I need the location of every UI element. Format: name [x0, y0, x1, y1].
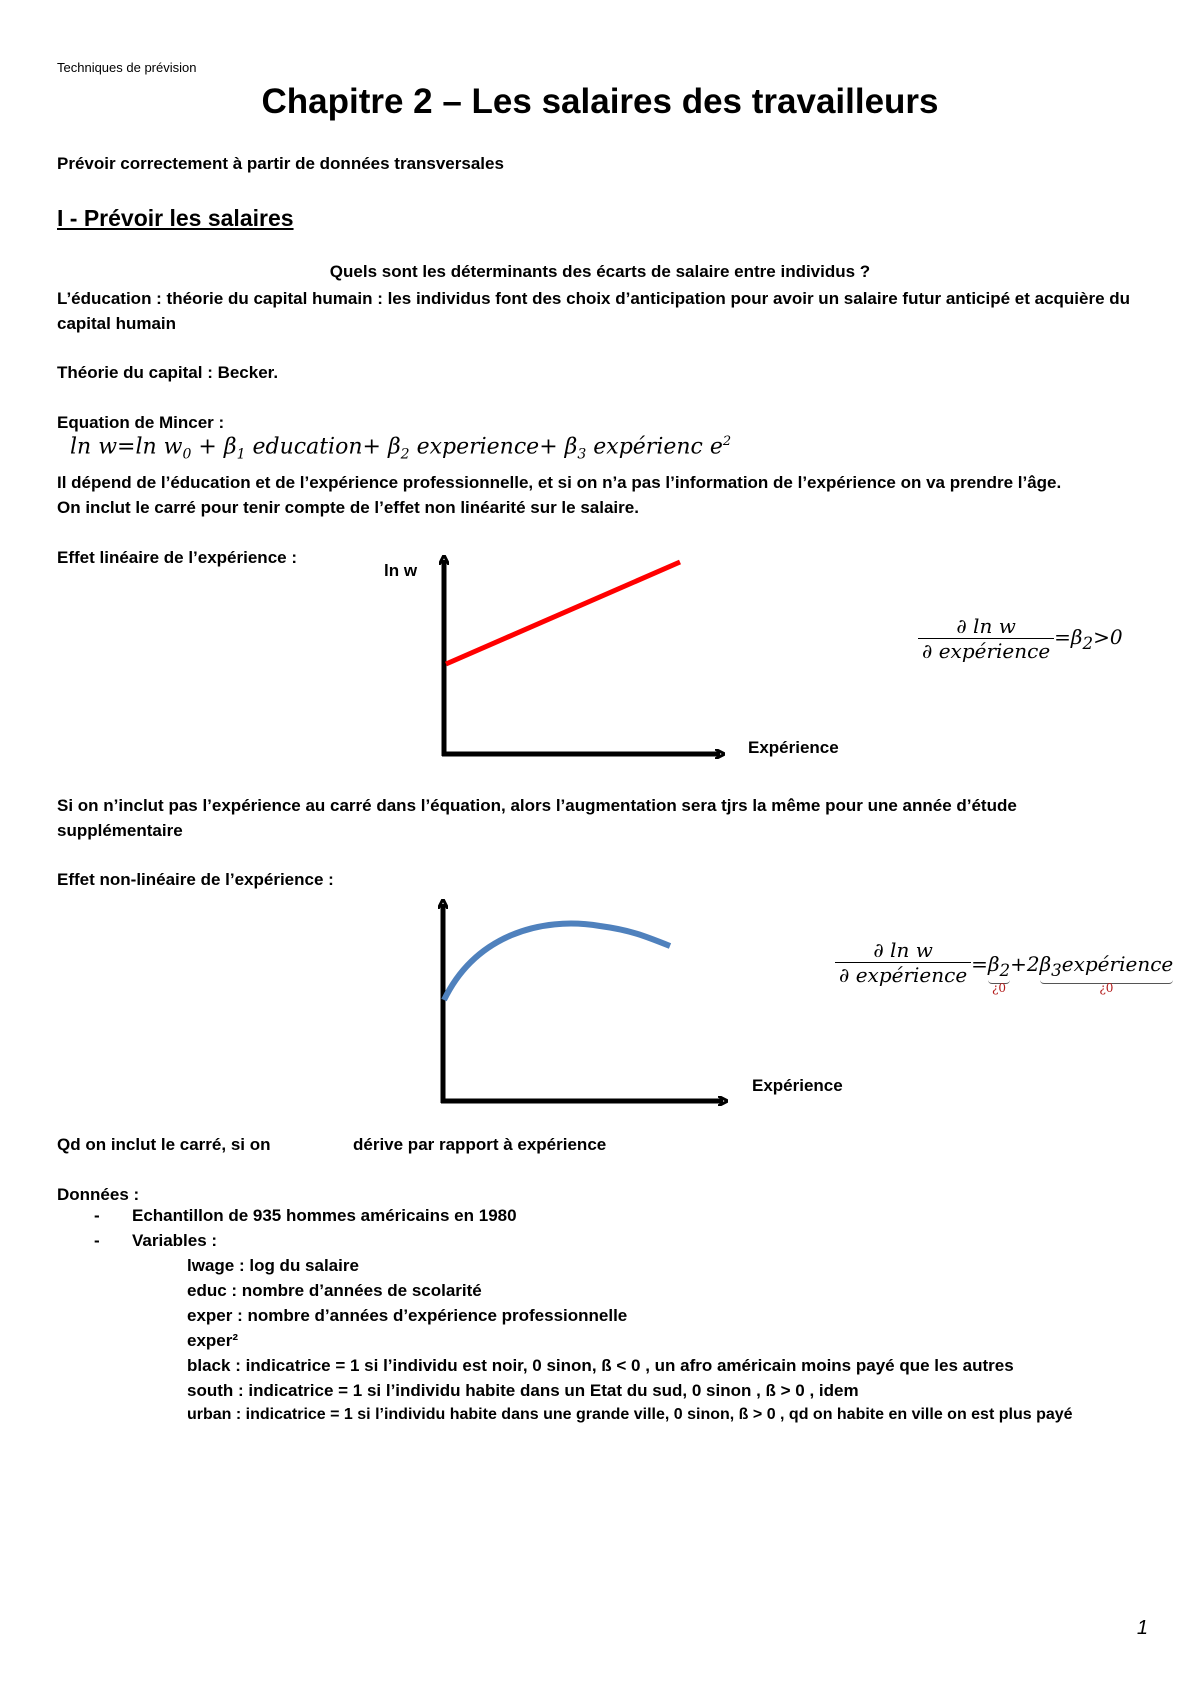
nonlinear-derivative: $\frac{\text{∂ ln w}}{\text{∂ expérience}}$ $=\beta_2$ ¿0 $+2\beta_3\exp érience$ ¿0 — [835, 938, 1173, 987]
linear-derivative: $\frac{\text{∂ ln w}}{\text{∂ expérience}}$ $=\beta_2>0$ — [918, 614, 1123, 663]
no-square-paragraph: Si on n’inclut pas l’expérience au carré dans l’équation, alors l’augmentation sera tjrs la même pour une année d’étude supplémentaire — [57, 796, 1017, 840]
linear-label: Effet linéaire de l’expérience : — [57, 548, 297, 567]
nonlinear-effect-chart — [380, 890, 740, 1115]
nonlinear-label: Effet non-linéaire de l’expérience : — [57, 870, 334, 889]
linear-effect-chart — [380, 550, 740, 770]
education-line-2: capital humain — [57, 314, 177, 333]
mincer-equation: ln w=ln $w_0 + \beta_1$ education+ $\beta_2$ experience+ $\beta_3$ expérienc $e^2$ — [70, 434, 732, 463]
running-header: Techniques de prévision — [57, 60, 197, 75]
subtitle: Prévoir correctement à partir de données transversales — [57, 154, 504, 173]
education-line-1: L’éducation : théorie du capital humain : les individus font des choix d’anticipation pour avoir un salaire futur anticipé et acquière du — [57, 289, 1131, 308]
education-paragraph — [57, 286, 1147, 336]
brace-beta3: $\beta_3\exp érience$ ¿0 — [1039, 952, 1174, 995]
theory-line: Théorie du capital : Becker. — [57, 363, 279, 382]
qd-part2: dérive par rapport à expérience — [353, 1135, 607, 1154]
concave-curve — [444, 924, 670, 1000]
includes-line: On inclut le carré pour tenir compte de l’effet non linéarité sur le salaire. — [57, 498, 639, 517]
qd-part1: Qd on inclut le carré, si on — [57, 1135, 271, 1154]
depends-line: Il dépend de l’éducation et de l’expérience professionnelle, et si on n’a pas l’information de l’expérience on va prendre l’âge. — [57, 473, 1062, 492]
chart1-ylabel: ln w — [384, 561, 418, 580]
linear-line — [446, 562, 680, 664]
page-number: 1 — [1136, 1617, 1148, 1639]
eq-lhs: ln w — [70, 434, 118, 460]
chart1-xlabel: Expérience — [748, 738, 839, 757]
page-title: Chapitre 2 – Les salaires des travailleurs — [261, 82, 939, 121]
question-heading: Quels sont les déterminants des écarts de salaire entre individus ? — [329, 262, 871, 281]
chart2-xlabel: Expérience — [752, 1076, 843, 1095]
data-label: Données : — [57, 1185, 140, 1204]
section-heading: I - Prévoir les salaires — [57, 205, 294, 231]
mincer-label: Equation de Mincer : — [57, 413, 225, 432]
brace-beta2: $\beta_2$ ¿0 — [987, 952, 1011, 995]
